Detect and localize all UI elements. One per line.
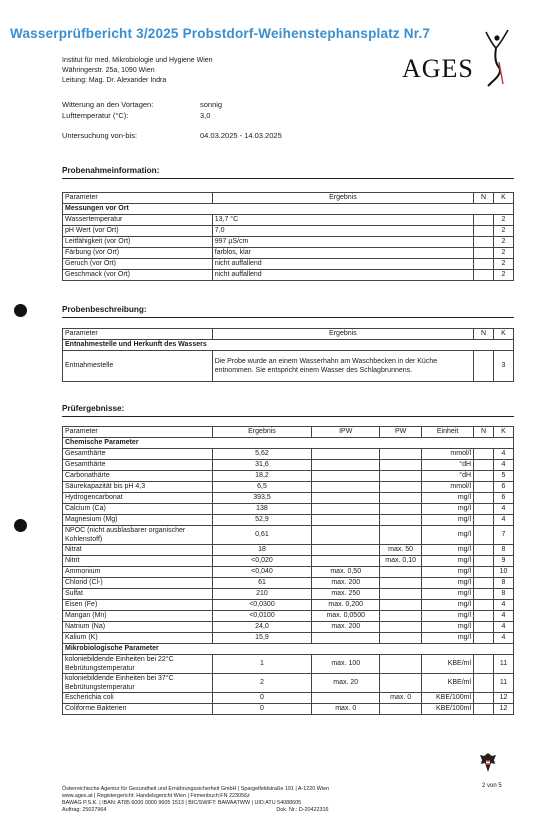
ipw-cell (312, 449, 380, 460)
n-cell (474, 578, 494, 589)
k-cell: 2 (494, 248, 514, 259)
result-cell: <0,0100 (212, 611, 312, 622)
weather-label: Witterung an den Vortagen: (62, 100, 154, 109)
ipw-cell (312, 504, 380, 515)
ipw-cell (312, 515, 380, 526)
page-number: 2 von 5 (482, 783, 502, 789)
k-cell: 9 (493, 556, 513, 567)
k-cell: 4 (493, 600, 513, 611)
param-cell: pH Wert (vor Ort) (63, 226, 213, 237)
result-cell: farblos, klar (212, 248, 473, 259)
k-cell: 2 (494, 215, 514, 226)
table-row (63, 556, 514, 567)
pw-cell (380, 611, 422, 622)
weather-value: sonnig (200, 100, 223, 109)
n-cell (474, 526, 494, 545)
result-cell: 18,2 (212, 471, 312, 482)
col-header-result: Ergebnis (212, 427, 312, 438)
table-header-row (63, 329, 514, 340)
n-cell (474, 704, 494, 715)
table-row (63, 526, 514, 545)
result-cell: 210 (212, 589, 312, 600)
table-row (63, 611, 514, 622)
ipw-cell (312, 633, 380, 644)
unit-cell: mg/l (422, 589, 474, 600)
param-cell: Carbonathärte (63, 471, 213, 482)
n-cell (474, 460, 494, 471)
table-group-row (63, 438, 514, 449)
k-cell: 12 (493, 693, 513, 704)
param-cell: Kalium (K) (63, 633, 213, 644)
param-cell: Färbung (vor Ort) (63, 248, 213, 259)
section-heading-pruefergebnisse: Prüfergebnisse: (62, 404, 125, 413)
n-cell (474, 600, 494, 611)
k-cell: 4 (493, 633, 513, 644)
unit-cell: mmol/l (422, 449, 474, 460)
table-row (63, 515, 514, 526)
param-cell: Geschmack (vor Ort) (63, 270, 213, 281)
unit-cell: mg/l (422, 633, 474, 644)
section-divider (62, 178, 514, 179)
param-cell: Mangan (Mn) (63, 611, 213, 622)
result-cell: <0,0300 (212, 600, 312, 611)
param-cell: Nitrit (63, 556, 213, 567)
result-cell: 5,62 (212, 449, 312, 460)
param-cell: Wassertemperatur (63, 215, 213, 226)
ipw-cell (312, 493, 380, 504)
ipw-cell: max. 100 (312, 655, 380, 674)
param-cell: Entnahmestelle (63, 351, 213, 382)
logo-wordmark: AGES (402, 54, 474, 83)
col-header-parameter: Parameter (63, 427, 213, 438)
col-header-n: N (474, 427, 494, 438)
n-cell (474, 622, 494, 633)
n-cell (474, 693, 494, 704)
table-row (63, 482, 514, 493)
pw-cell (380, 704, 422, 715)
ages-logo (400, 28, 520, 88)
result-cell: 0,61 (212, 526, 312, 545)
group-label: Entnahmestelle und Herkunft des Wassers (63, 340, 514, 351)
k-cell: 4 (493, 622, 513, 633)
k-cell: 8 (493, 589, 513, 600)
k-cell: 4 (493, 449, 513, 460)
col-header-ipw: IPW (312, 427, 380, 438)
param-cell: Leitfähigkeit (vor Ort) (63, 237, 213, 248)
param-cell: koloniebildende Einheiten bei 22°C Bebrütungstemperatur (63, 655, 213, 674)
k-cell: 4 (493, 460, 513, 471)
k-cell: 8 (493, 578, 513, 589)
result-cell: 0 (212, 704, 312, 715)
table-group-row (63, 644, 514, 655)
n-cell (474, 449, 494, 460)
k-cell: 3 (494, 351, 514, 382)
pw-cell (380, 482, 422, 493)
institute-line: Institut für med. Mikrobiologie und Hygiene Wien (62, 57, 213, 64)
param-cell: Ammonium (63, 567, 213, 578)
k-cell: 2 (494, 259, 514, 270)
table-row (63, 578, 514, 589)
n-cell (474, 567, 494, 578)
n-cell (474, 482, 494, 493)
n-cell (474, 471, 494, 482)
pw-cell (380, 449, 422, 460)
n-cell (474, 611, 494, 622)
pw-cell (380, 674, 422, 693)
table-row (63, 704, 514, 715)
pruefergebnisse-table (62, 426, 514, 715)
section-divider (62, 416, 514, 417)
result-cell: 138 (212, 504, 312, 515)
pw-cell (380, 655, 422, 674)
pw-cell (380, 526, 422, 545)
col-header-parameter: Parameter (63, 329, 213, 340)
param-cell: Magnesium (Mg) (63, 515, 213, 526)
unit-cell: mg/l (422, 622, 474, 633)
table-row (63, 460, 514, 471)
unit-cell: °dH (422, 471, 474, 482)
section-divider (62, 317, 514, 318)
n-cell (474, 545, 494, 556)
unit-cell: mg/l (422, 515, 474, 526)
param-cell: Chlorid (Cl-) (63, 578, 213, 589)
punch-hole (14, 304, 27, 317)
param-cell: Calcium (Ca) (63, 504, 213, 515)
institute-address (62, 56, 213, 86)
table-row (63, 674, 514, 693)
k-cell: 10 (493, 567, 513, 578)
col-header-k: K (494, 329, 514, 340)
document-number: Dok. Nr.: D-20422316 (276, 807, 329, 813)
table-row (63, 633, 514, 644)
param-cell: Gesamthärte (63, 449, 213, 460)
ipw-cell: max. 0,200 (312, 600, 380, 611)
table-row (63, 545, 514, 556)
n-cell (474, 633, 494, 644)
ipw-cell (312, 545, 380, 556)
col-header-n: N (474, 329, 494, 340)
table-row (63, 270, 514, 281)
result-cell: 6,5 (212, 482, 312, 493)
k-cell: 2 (494, 237, 514, 248)
pw-cell (380, 589, 422, 600)
table-row (63, 655, 514, 674)
result-cell: 24,0 (212, 622, 312, 633)
param-cell: Escherichia coli (63, 693, 213, 704)
unit-cell: mg/l (422, 526, 474, 545)
ipw-cell: max. 20 (312, 674, 380, 693)
unit-cell: °dH (422, 460, 474, 471)
result-cell: 2 (212, 674, 312, 693)
ipw-cell (312, 693, 380, 704)
table-row (63, 248, 514, 259)
result-cell: 7,0 (212, 226, 473, 237)
ipw-cell (312, 471, 380, 482)
k-cell: 4 (493, 515, 513, 526)
unit-cell: mg/l (422, 493, 474, 504)
table-header-row (63, 427, 514, 438)
result-cell: nicht auffallend (212, 259, 473, 270)
param-cell: Eisen (Fe) (63, 600, 213, 611)
date-range-label: Untersuchung von-bis: (62, 131, 138, 140)
param-cell: koloniebildende Einheiten bei 37°C Bebrütungstemperatur (63, 674, 213, 693)
n-cell (474, 493, 494, 504)
k-cell: 5 (493, 471, 513, 482)
air-temp-value: 3,0 (200, 111, 211, 120)
result-cell: <0,040 (212, 567, 312, 578)
col-header-parameter: Parameter (63, 193, 213, 204)
air-temp-label: Lufttemperatur (°C): (62, 111, 129, 120)
ipw-cell (312, 556, 380, 567)
pw-cell (380, 515, 422, 526)
n-cell (474, 504, 494, 515)
unit-cell: mg/l (422, 567, 474, 578)
k-cell: 6 (493, 493, 513, 504)
n-cell (474, 655, 494, 674)
unit-cell: KBE/ml (422, 655, 474, 674)
unit-cell: mmol/l (422, 482, 474, 493)
param-cell: Sulfat (63, 589, 213, 600)
pw-cell (380, 567, 422, 578)
ipw-cell (312, 526, 380, 545)
param-cell: Säurekapazität bis pH 4,3 (63, 482, 213, 493)
group-label: Messungen vor Ort (63, 204, 514, 215)
unit-cell: KBE/ml (422, 674, 474, 693)
footer-line: www.ages.at | Registergericht: Handelsgericht Wien | Firmenbuch:FN 223056z (62, 793, 250, 799)
result-cell: 393,5 (212, 493, 312, 504)
n-cell (474, 589, 494, 600)
institute-line: Währingerstr. 25a, 1090 Wien (62, 67, 155, 74)
pw-cell (380, 471, 422, 482)
result-cell: 52,9 (212, 515, 312, 526)
table-row (63, 215, 514, 226)
ipw-cell (312, 460, 380, 471)
table-row (63, 693, 514, 704)
k-cell: 11 (493, 655, 513, 674)
table-row (63, 504, 514, 515)
table-group-row (63, 204, 514, 215)
section-heading-probenahme: Probenahmeinformation: (62, 166, 160, 175)
col-header-n: N (474, 193, 494, 204)
ipw-cell: max. 200 (312, 578, 380, 589)
pw-cell (380, 460, 422, 471)
table-row (63, 589, 514, 600)
result-cell: 31,6 (212, 460, 312, 471)
ipw-cell (312, 482, 380, 493)
result-cell: 15,9 (212, 633, 312, 644)
logo-figure-icon (478, 26, 518, 88)
section-heading-probenbeschreibung: Probenbeschreibung: (62, 305, 147, 314)
probenahme-table (62, 192, 514, 281)
col-header-pw: PW (380, 427, 422, 438)
ipw-cell: max. 0,0500 (312, 611, 380, 622)
punch-hole (14, 519, 27, 532)
result-cell: 997 µS/cm (212, 237, 473, 248)
k-cell: 4 (493, 611, 513, 622)
pw-cell (380, 622, 422, 633)
pw-cell (380, 493, 422, 504)
table-row (63, 259, 514, 270)
n-cell (474, 556, 494, 567)
pw-cell (380, 504, 422, 515)
param-cell: Nitrat (63, 545, 213, 556)
unit-cell: mg/l (422, 556, 474, 567)
k-cell: 11 (493, 674, 513, 693)
pw-cell (380, 633, 422, 644)
result-cell: 0 (212, 693, 312, 704)
ipw-cell: max. 200 (312, 622, 380, 633)
col-header-result: Ergebnis (212, 329, 473, 340)
param-cell: Gesamthärte (63, 460, 213, 471)
result-cell: <0,020 (212, 556, 312, 567)
k-cell: 2 (494, 226, 514, 237)
col-header-k: K (494, 193, 514, 204)
unit-cell: mg/l (422, 611, 474, 622)
group-label: Chemische Parameter (63, 438, 514, 449)
footer-legal (62, 786, 329, 814)
result-cell: 61 (212, 578, 312, 589)
result-cell: Die Probe wurde an einem Wasserhahn am Waschbecken in der Küche entnommen. Sie entspricht einem Wasser des Schlagbrunnens. (212, 351, 473, 382)
table-row (63, 226, 514, 237)
table-row (63, 567, 514, 578)
k-cell: 4 (493, 504, 513, 515)
austria-eagle-icon (478, 750, 498, 776)
ipw-cell: max. 0,50 (312, 567, 380, 578)
n-cell (474, 515, 494, 526)
k-cell: 8 (493, 545, 513, 556)
footer-line: BAWAG P.S.K. | IBAN: AT85 6000 0000 9605 1513 | BIC/SWIFT: BAWAATWW | UID:ATU 54088605 (62, 800, 302, 806)
pw-cell: max. 50 (380, 545, 422, 556)
footer-line (62, 807, 329, 814)
result-cell: 1 (212, 655, 312, 674)
k-cell: 2 (494, 270, 514, 281)
unit-cell: mg/l (422, 578, 474, 589)
col-header-unit: Einheit (422, 427, 474, 438)
footer-line: Österreichische Agentur für Gesundheit und Ernährungssicherheit GmbH | Spargelfeldstraße 191 | A-1220 Wien (62, 786, 330, 792)
param-cell: Hydrogencarbonat (63, 493, 213, 504)
n-cell (474, 674, 494, 693)
unit-cell: KBE/100ml (422, 693, 474, 704)
result-cell: 13,7 °C (212, 215, 473, 226)
k-cell: 6 (493, 482, 513, 493)
table-row (63, 449, 514, 460)
param-cell: Coliforme Bakterien (63, 704, 213, 715)
institute-line: Leitung: Mag. Dr. Alexander Indra (62, 77, 167, 84)
probenbeschreibung-table (62, 328, 514, 382)
group-label: Mikrobiologische Parameter (63, 644, 514, 655)
unit-cell: mg/l (422, 545, 474, 556)
order-number: Auftrag: 25027964 (62, 807, 107, 813)
pw-cell (380, 578, 422, 589)
param-cell: Geruch (vor Ort) (63, 259, 213, 270)
date-range-value: 04.03.2025 - 14.03.2025 (200, 131, 282, 140)
table-row (63, 493, 514, 504)
k-cell: 12 (493, 704, 513, 715)
unit-cell: mg/l (422, 504, 474, 515)
unit-cell: mg/l (422, 600, 474, 611)
col-header-result: Ergebnis (212, 193, 473, 204)
table-row (63, 622, 514, 633)
pw-cell (380, 600, 422, 611)
table-row (63, 471, 514, 482)
pw-cell: max. 0 (380, 693, 422, 704)
result-cell: nicht auffallend (212, 270, 473, 281)
ipw-cell: max. 0 (312, 704, 380, 715)
table-group-row (63, 340, 514, 351)
param-cell: NPOC (nicht ausblasbarer organischer Kohlenstoff) (63, 526, 213, 545)
col-header-k: K (493, 427, 513, 438)
result-cell: 18 (212, 545, 312, 556)
table-row (63, 600, 514, 611)
unit-cell: KBE/100ml (422, 704, 474, 715)
pw-cell: max. 0,10 (380, 556, 422, 567)
ipw-cell: max. 250 (312, 589, 380, 600)
table-row (63, 237, 514, 248)
k-cell: 7 (493, 526, 513, 545)
report-title: Wasserprüfbericht 3/2025 Probstdorf-Weihenstephansplatz Nr.7 (10, 26, 431, 41)
table-row (63, 351, 514, 382)
table-header-row (63, 193, 514, 204)
param-cell: Natrium (Na) (63, 622, 213, 633)
